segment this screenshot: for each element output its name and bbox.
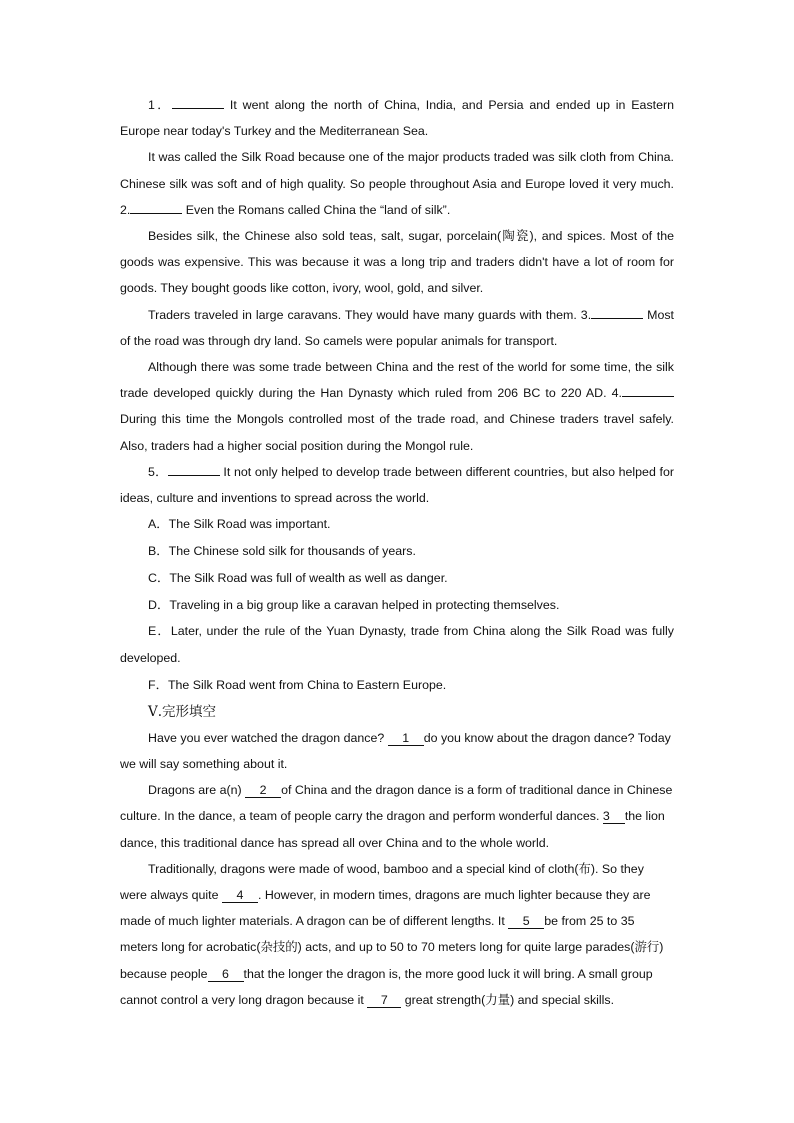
answer-blank-3[interactable] xyxy=(591,318,643,319)
option-d: D．Traveling in a big group like a caravan helped in protecting themselves. xyxy=(148,597,560,612)
question-number-5: 5． xyxy=(148,464,168,479)
answer-blank-2[interactable] xyxy=(130,213,182,214)
cloze-blank-3[interactable]: 3 xyxy=(603,809,625,824)
answer-blank-1[interactable] xyxy=(172,108,224,109)
paragraph-6 xyxy=(120,459,674,511)
cloze-paragraph-3 xyxy=(120,856,674,1013)
paragraph-3: Besides silk, the Chinese also sold teas, salt, sugar, porcelain(陶瓷), and spices. Most of the goods was expensive. This was because it was a long trip and traders didn't have a lot of room for goods. They bought goods like cotton, ivory, wool, gold, and silver. xyxy=(120,229,674,296)
cloze-p3-text-e: great strength(力量) and special skills. xyxy=(401,992,615,1007)
answer-blank-5[interactable] xyxy=(168,475,220,476)
option-c: C．The Silk Road was full of wealth as well as danger. xyxy=(148,570,448,585)
cloze-paragraph-2 xyxy=(120,777,674,856)
paragraph-2-text-a: It was called the Silk Road because one of the major products traded was silk cloth from China. Chinese silk was soft and of high quality. So people throughout Asia and Europe loved it very much. 2. xyxy=(120,150,674,217)
cloze-p2-text-b: of China and the dragon dance is a form of traditional dance in Chinese culture. In the dance, a team of people carry the dragon and perform wonderful dances. xyxy=(120,783,673,824)
cloze-blank-1[interactable]: 1 xyxy=(388,731,424,746)
question-number-1: 1． xyxy=(148,98,173,112)
paragraph-5-text-b: During this time the Mongols controlled most of the trade road, and Chinese traders travel safely. Also, traders had a higher social position during the Mongol rule. xyxy=(120,412,674,453)
paragraph-2 xyxy=(120,144,674,223)
cloze-p1-text-a: Have you ever watched the dragon dance? xyxy=(148,730,388,745)
paragraph-4 xyxy=(120,302,674,354)
option-f: F．The Silk Road went from China to Eastern Europe. xyxy=(148,678,447,693)
cloze-p1-text-b: do you know about the dragon dance? Today we will say something about it. xyxy=(120,730,671,772)
cloze-blank-7[interactable]: 7 xyxy=(367,993,401,1008)
cloze-paragraph-1 xyxy=(120,725,674,777)
paragraph-2-text-b: Even the Romans called China the “land of silk”. xyxy=(182,202,451,217)
cloze-blank-5[interactable]: 5 xyxy=(508,914,544,929)
paragraph-6-text: It not only helped to develop trade between different countries, but also helped for ideas, culture and inventions to spread across the world. xyxy=(120,464,674,506)
cloze-p3-text-a: Traditionally, dragons were made of wood, bamboo and a special kind of cloth(布). So they were always quite xyxy=(120,861,644,903)
option-b: B．The Chinese sold silk for thousands of years. xyxy=(148,544,416,559)
paragraph-5-text-a: Although there was some trade between China and the rest of the world for some time, the silk trade developed quickly during the Han Dynasty which ruled from 206 BC to 220 AD. 4. xyxy=(120,360,674,401)
cloze-p3-text-d: that the longer the dragon is, the more good luck it will bring. A small group cannot control a very long dragon because it xyxy=(120,966,653,1007)
paragraph-4-text-a: Traders traveled in large caravans. They would have many guards with them. 3. xyxy=(148,307,592,322)
cloze-blank-2[interactable]: 2 xyxy=(245,783,281,798)
option-e: E．Later, under the rule of the Yuan Dynasty, trade from China along the Silk Road was fully developed. xyxy=(120,624,674,666)
paragraph-1 xyxy=(120,92,674,144)
paragraph-1-text: It went along the north of China, India, and Persia and ended up in Eastern Europe near today's Turkey and the Mediterranean Sea. xyxy=(120,98,674,139)
cloze-p3-text-b: . However, in modern times, dragons are much lighter because they are made of much lighter materials. A dragon can be of different lengths. It xyxy=(120,888,651,929)
paragraph-4-text-b: Most of the road was through dry land. So camels were popular animals for transport. xyxy=(120,307,674,348)
option-a: A．The Silk Road was important. xyxy=(148,517,331,532)
cloze-p2-text-a: Dragons are a(n) xyxy=(148,783,246,798)
cloze-blank-4[interactable]: 4 xyxy=(222,888,258,903)
cloze-p2-text-c: the lion dance, this traditional dance has spread all over China and to the whole world. xyxy=(120,809,665,850)
section-title: Ⅴ.完形填空 xyxy=(148,703,217,720)
cloze-blank-6[interactable]: 6 xyxy=(208,967,244,982)
paragraph-5 xyxy=(120,354,674,459)
answer-blank-4[interactable] xyxy=(622,396,674,397)
document-page xyxy=(120,92,674,1013)
cloze-p3-text-c: be from 25 to 35 meters long for acrobatic(杂技的) acts, and up to 50 to 70 meters long for quite large parades(游行) because people xyxy=(120,914,664,981)
